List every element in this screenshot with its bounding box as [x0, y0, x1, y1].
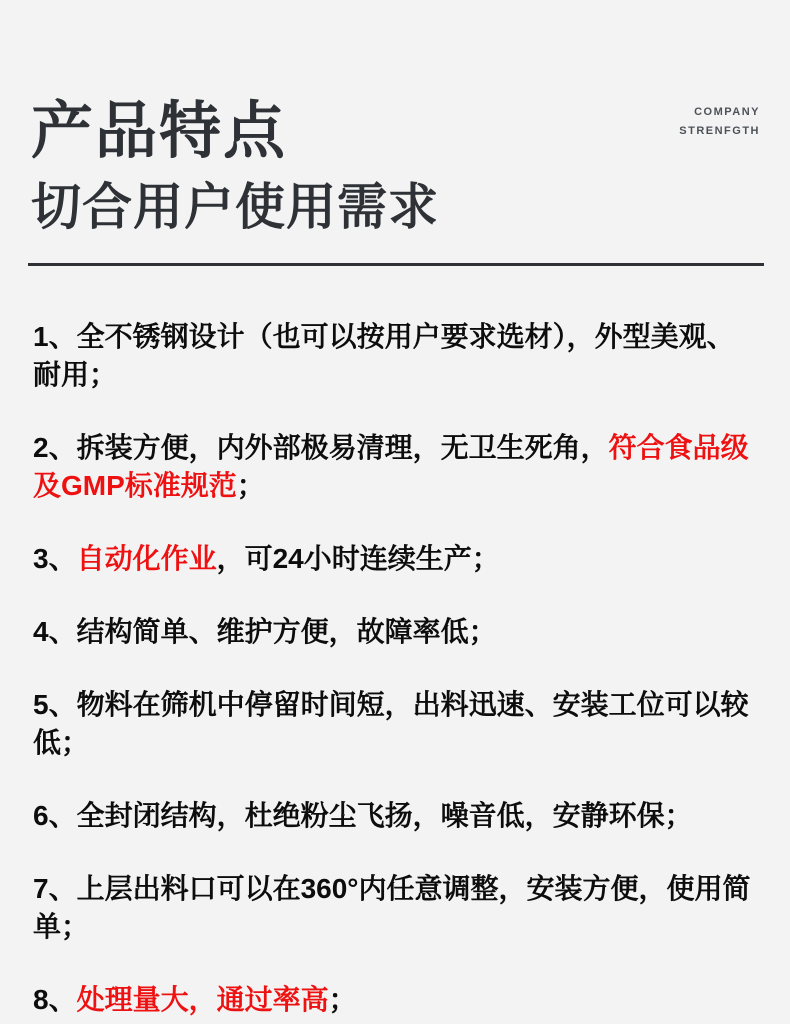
feature-list	[33, 318, 755, 1019]
feature-text: 7、上层出料口可以在360°内任意调整，安装方便，使用简单；	[33, 873, 751, 943]
feature-item	[33, 797, 755, 835]
title-block	[31, 97, 439, 236]
feature-text: ，可24小时连续生产；	[216, 543, 500, 575]
feature-text: 3、	[33, 543, 77, 575]
divider-line	[28, 263, 764, 266]
feature-item	[33, 870, 755, 946]
feature-text-highlight: 处理量大，通过率高	[76, 984, 329, 1016]
feature-text: 4、结构简单、维护方便，故障率低；	[33, 616, 497, 648]
feature-text: 5、物料在筛机中停留时间短，出料迅速、安装工位可以较低；	[33, 689, 749, 759]
corner-label	[679, 103, 760, 141]
feature-item	[33, 429, 755, 505]
feature-item	[33, 318, 755, 394]
feature-text-highlight: 自动化作业	[76, 543, 217, 575]
feature-item	[33, 981, 755, 1019]
corner-label-line1: COMPANY	[694, 106, 760, 118]
feature-text: 6、全封闭结构，杜绝粉尘飞扬，噪音低，安静环保；	[33, 800, 693, 832]
page-title: 产品特点	[31, 97, 288, 166]
feature-text: ；	[236, 470, 265, 502]
feature-item	[33, 613, 755, 651]
feature-text: ；	[328, 984, 357, 1016]
page-subtitle: 切合用户使用需求	[31, 179, 439, 236]
feature-item	[33, 540, 755, 578]
feature-text: 8、	[33, 984, 77, 1016]
feature-text: 1、全不锈钢设计（也可以按用户要求选材），外型美观、耐用；	[33, 321, 735, 391]
feature-text: 2、拆装方便，内外部极易清理，无卫生死角，	[33, 432, 609, 464]
feature-text-highlight: 符合食品级及GMP标准规范	[33, 432, 749, 502]
feature-item	[33, 686, 755, 762]
page-header	[0, 0, 790, 236]
corner-label-line2: STRENFGTH	[679, 125, 760, 137]
